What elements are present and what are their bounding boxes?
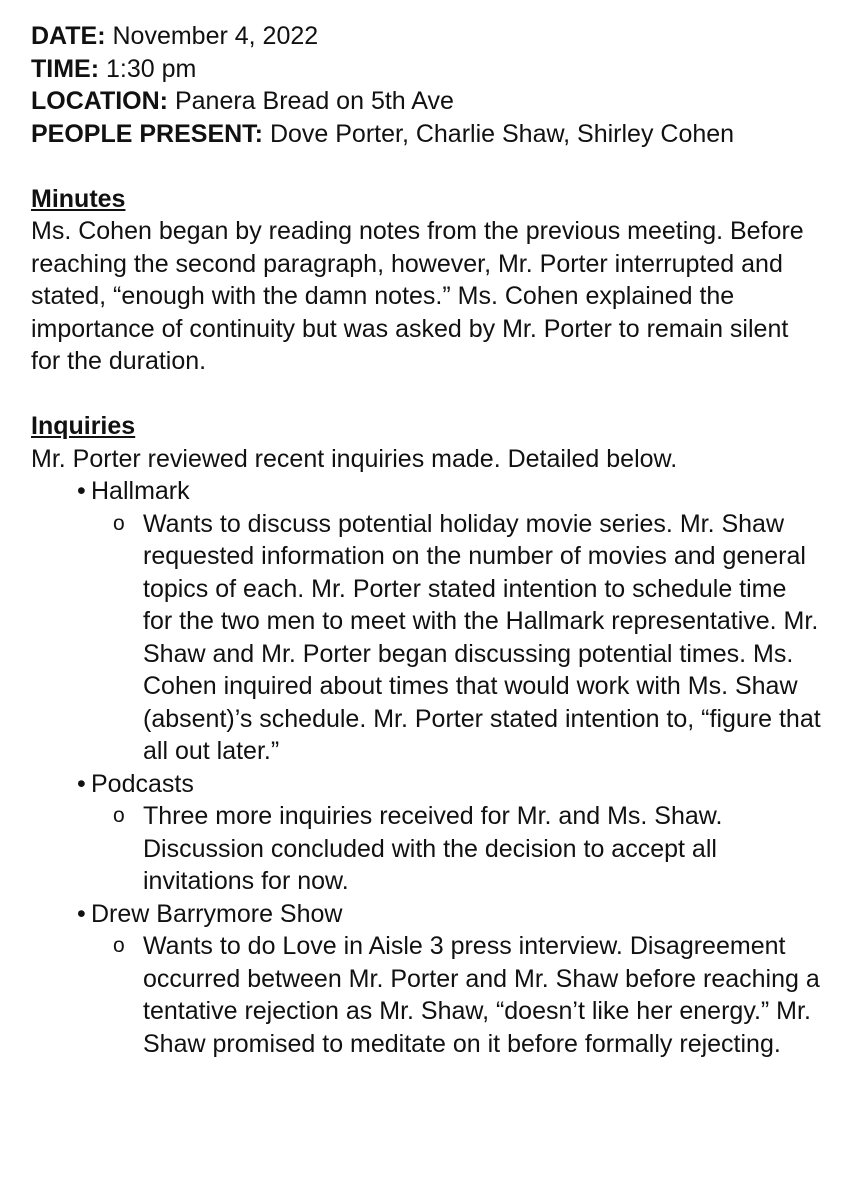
inquiry-detail-text: Three more inquiries received for Mr. and Ms. Shaw. Discussion concluded with the decision to accept all invitations for now. xyxy=(143,802,723,895)
people-present-line xyxy=(31,118,822,151)
inquiry-detail-list xyxy=(31,800,822,898)
location-line xyxy=(31,85,822,118)
inquiry-title: Drew Barrymore Show xyxy=(91,899,343,928)
inquiry-item-hallmark xyxy=(31,475,822,508)
location-label: LOCATION: xyxy=(31,87,169,115)
inquiry-detail-drew-barrymore-show xyxy=(31,930,822,1060)
date-label: DATE: xyxy=(31,22,106,50)
circle-bullet-icon: o xyxy=(113,804,125,827)
bullet-icon: • xyxy=(77,899,86,928)
spacer xyxy=(31,150,822,183)
inquiries-heading: Inquiries xyxy=(31,412,136,440)
inquiry-detail-text: Wants to discuss potential holiday movie series. Mr. Shaw requested information on the number of movies and general topics of each. Mr. Porter stated intention to schedule time for the two men to meet with the Hallmark representative. Mr. Shaw and Mr. Porter began discussing potential times. Ms. Cohen inquired about times that would work with Ms. Shaw (absent)’s schedule. Mr. Porter stated intention to, “figure that all out later.” xyxy=(143,509,821,765)
inquiry-item-podcasts xyxy=(31,768,822,801)
inquiries-list xyxy=(31,768,822,801)
circle-bullet-icon: o xyxy=(113,934,125,957)
inquiry-detail-podcasts xyxy=(31,800,822,898)
inquiries-list xyxy=(31,475,822,508)
time-line xyxy=(31,53,822,86)
inquiries-list xyxy=(31,898,822,931)
minutes-paragraph: Ms. Cohen began by reading notes from the previous meeting. Before reaching the second paragraph, however, Mr. Porter interrupted and stated, “enough with the damn notes.” Ms. Cohen explained the importance of continuity but was asked by Mr. Porter to remain silent for the duration. xyxy=(31,217,804,375)
spacer xyxy=(31,378,822,411)
inquiry-detail-list xyxy=(31,508,822,768)
date-value: November 4, 2022 xyxy=(112,22,319,50)
time-value: 1:30 pm xyxy=(106,54,197,83)
circle-bullet-icon: o xyxy=(113,511,125,535)
date-line xyxy=(31,20,822,53)
inquiry-title: Hallmark xyxy=(91,477,190,505)
inquiry-item-drew-barrymore-show xyxy=(31,898,822,931)
inquiry-detail-text: Wants to do Love in Aisle 3 press interview. Disagreement occurred between Mr. Porter and Mr. Shaw before reaching a tentative rejection as Mr. Shaw, “doesn’t like her energy.” Mr. Shaw promised to meditate on it before formally rejecting. xyxy=(143,932,820,1058)
people-present-label: PEOPLE PRESENT: xyxy=(31,119,263,148)
bullet-icon: • xyxy=(77,769,86,798)
inquiry-detail-hallmark xyxy=(31,508,822,768)
bullet-icon: • xyxy=(77,477,86,505)
people-present-value: Dove Porter, Charlie Shaw, Shirley Cohen xyxy=(269,119,735,148)
inquiry-title: Podcasts xyxy=(91,769,194,798)
inquiry-detail-list xyxy=(31,930,822,1060)
location-value: Panera Bread on 5th Ave xyxy=(174,87,454,115)
time-label: TIME: xyxy=(31,54,100,83)
minutes-heading: Minutes xyxy=(31,184,126,213)
inquiries-intro: Mr. Porter reviewed recent inquiries made. Detailed below. xyxy=(31,444,678,473)
